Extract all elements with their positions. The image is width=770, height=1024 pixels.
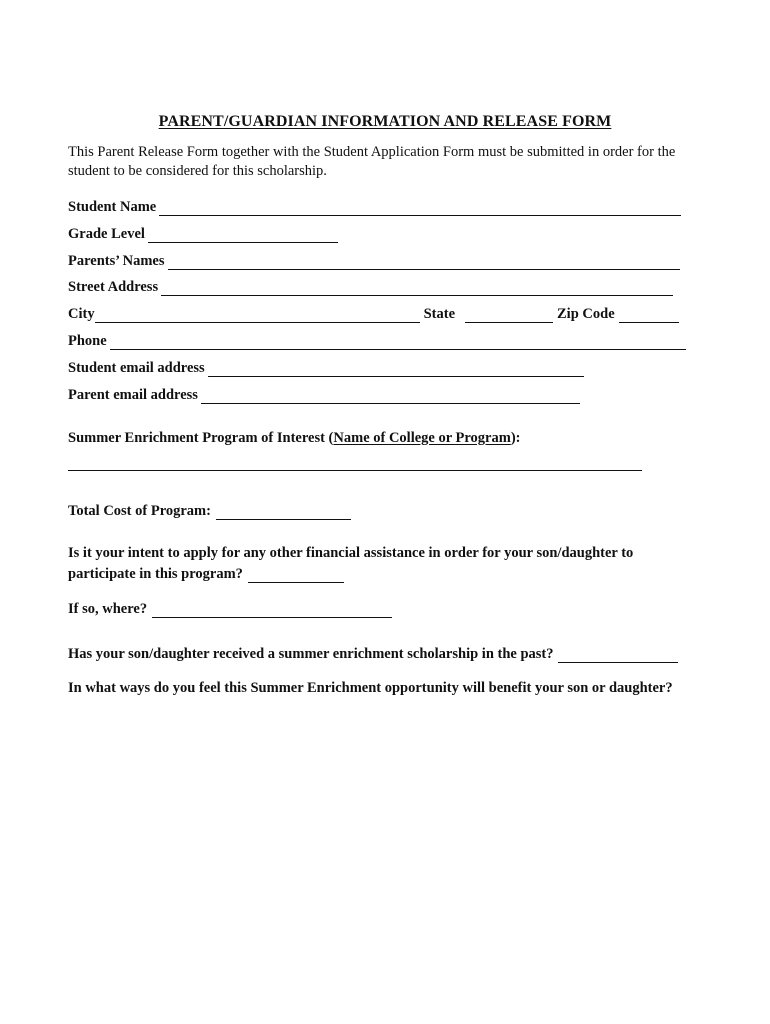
state-label: State [423,306,456,322]
grade-level-row [68,223,338,243]
parents-names-label: Parents’ Names [68,253,165,269]
benefit-question: In what ways do you feel this Summer Enrichment opportunity will benefit your son or daughter? [68,680,673,696]
street-address-field[interactable] [161,281,673,296]
zip-code-field[interactable] [619,308,679,323]
if-so-where-field[interactable] [152,603,392,618]
parent-email-label: Parent email address [68,387,198,403]
phone-label: Phone [68,333,107,349]
street-address-label: Street Address [68,279,159,295]
past-scholarship-row [68,643,678,663]
total-cost-label: Total Cost of Program: [68,503,211,519]
city-state-zip-row [68,303,679,323]
financial-question-line-2: participate in this program? [68,566,243,582]
city-field[interactable] [95,308,420,323]
program-interest-label [68,429,521,448]
financial-question-row [68,563,344,583]
parents-names-row [68,250,680,270]
state-field[interactable] [465,308,553,323]
parents-names-field[interactable] [168,255,680,270]
intro-line-1: This Parent Release Form together with the Student Application Form must be submitted in order for the [68,144,676,160]
program-interest-field[interactable] [68,469,642,471]
street-address-row [68,276,673,296]
program-label-prefix: Summer Enrichment Program of Interest ( [68,430,334,446]
intro-text [68,143,718,181]
student-email-row [68,357,584,377]
parent-email-field[interactable] [201,389,580,404]
benefit-answer-area[interactable] [68,706,702,986]
if-so-where-label: If so, where? [68,601,148,617]
student-name-label: Student Name [68,199,157,215]
total-cost-row [68,500,351,520]
city-label: City [68,306,95,322]
grade-level-field[interactable] [148,228,338,243]
financial-assistance-field[interactable] [248,568,344,583]
zip-code-label: Zip Code [557,306,615,322]
intro-line-2: student to be considered for this scholarship. [68,163,327,179]
program-label-underlined: Name of College or Program [333,430,511,446]
student-email-field[interactable] [208,362,584,377]
if-so-where-row [68,598,392,618]
total-cost-field[interactable] [216,505,351,520]
past-scholarship-field[interactable] [558,648,678,663]
past-scholarship-question: Has your son/daughter received a summer enrichment scholarship in the past? [68,646,554,662]
phone-field[interactable] [110,335,686,350]
student-name-field[interactable] [159,201,681,216]
financial-question-line-1: Is it your intent to apply for any other financial assistance in order for your son/daughter to [68,545,634,561]
phone-row [68,330,686,350]
form-title: PARENT/GUARDIAN INFORMATION AND RELEASE FORM [158,113,612,130]
parent-email-row [68,384,580,404]
grade-level-label: Grade Level [68,226,145,242]
student-name-row [68,196,681,216]
student-email-label: Student email address [68,360,205,376]
program-label-suffix: ): [510,430,521,446]
